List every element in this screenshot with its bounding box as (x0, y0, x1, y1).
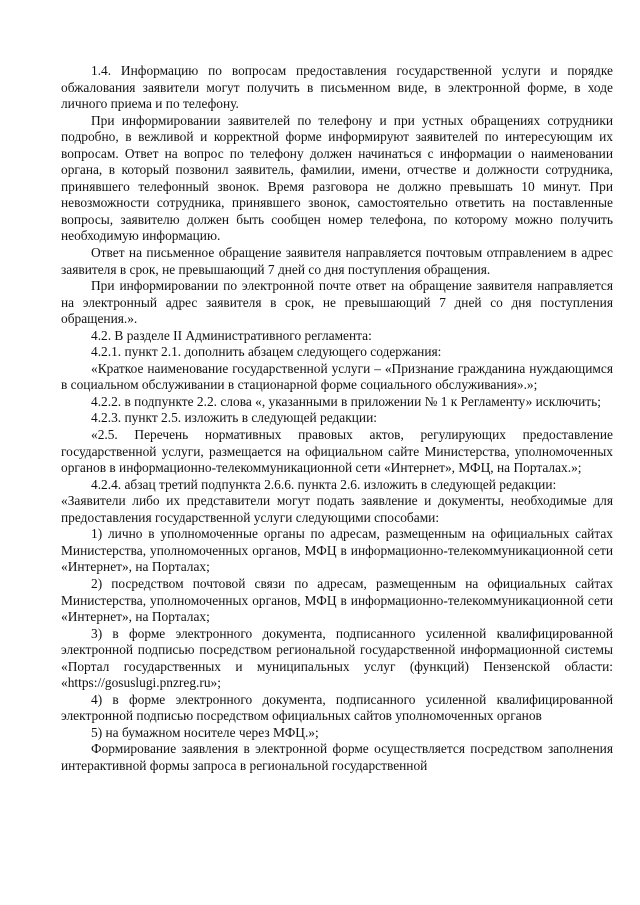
paragraph-email-reply: При информировании по электронной почте ответ на обращение заявителя направляется на электронный адрес заявителя в срок, не превышающий 7 дней со дня поступления обращения.». (61, 278, 613, 327)
paragraph-4-2-3: 4.2.3. пункт 2.5. изложить в следующей редакции: (91, 410, 377, 426)
list-item-3: 3) в форме электронного документа, подписанного усиленной квалифицированной электронной подписью посредством региональной государственной информационной системы «Портал государственных и муниципальных услуг (функций) Пензенской области: «https://gosuslugi.pnzreg.ru»; (61, 625, 613, 691)
paragraph-written-reply: Ответ на письменное обращение заявителя направляется почтовым отправлением в адрес заявителя в срок, не превышающий 7 дней со дня поступления обращения. (61, 245, 613, 277)
list-item-1: 1) лично в уполномоченные органы по адресам, размещенным на официальных сайтах Министерства, уполномоченных органов, МФЦ в информационно-телекоммуникационной сети «Интернет», на Порталах; (61, 526, 613, 575)
list-item-4: 4) в форме электронного документа, подписанного усиленной квалифицированной электронной подписью посредством официальных сайтов уполномоченных органов (61, 691, 613, 724)
paragraph-4-2-4: 4.2.4. абзац третий подпункта 2.6.6. пункта 2.6. изложить в следующей редакции: (91, 476, 557, 492)
paragraph-submission-methods: «Заявители либо их представители могут подать заявление и документы, необходимые для предоставления государственной услуги следующими способами: (61, 493, 613, 525)
paragraph-short-name: «Краткое наименование государственной услуги – «Признание гражданина нуждающимся в социальном обслуживании в стационарной форме социального обслуживания».»; (61, 360, 613, 393)
paragraph-2-5: «2.5. Перечень нормативных правовых актов, регулирующих предоставление государственной услуги, размещается на официальном сайте Министерства, уполномоченных органов в информационно-телекоммуникационной сети «Интернет», МФЦ, на Порталах.»; (61, 427, 613, 476)
list-item-2: 2) посредством почтовой связи по адресам, размещенным на официальных сайтах Министерства, уполномоченных органов, МФЦ в информационно-телекоммуникационной сети «Интернет», на Порталах; (61, 575, 613, 625)
paragraph-electronic-form: Формирование заявления в электронной форме осуществляется посредством заполнения интерактивной формы запроса в региональной государственной (61, 741, 613, 773)
paragraph-1-4: 1.4. Информацию по вопросам предоставления государственной услуги и порядке обжалования заявители могут получить в письменном виде, в электронной форме, в ходе личного приема и по телефону. (61, 63, 613, 112)
paragraph-phone-info: При информировании заявителей по телефону и при устных обращениях сотрудники подробно, в вежливой и корректной форме информируют заявителей по интересующим их вопросам. Ответ на вопрос по телефону должен начинаться с информации о наименовании органа, в который позвонил заявитель, фамилии, имени, отчестве и должности сотрудника, принявшего телефонный звонок. Время разговора не должно превышать 10 минут. При невозможности сотрудника, принявшего звонок, самостоятельно ответить на поставленные вопросы, заявителю должен быть сообщен номер телефона, по которому можно получить необходимую информацию. (61, 112, 613, 244)
paragraph-4-2-2: 4.2.2. в подпункте 2.2. слова «, указанными в приложении № 1 к Регламенту» исключить; (91, 393, 601, 409)
list-item-5: 5) на бумажном носителе через МФЦ.»; (91, 724, 319, 740)
paragraph-4-2-1: 4.2.1. пункт 2.1. дополнить абзацем следующего содержания: (91, 344, 442, 360)
paragraph-4-2: 4.2. В разделе II Административного регламента: (91, 327, 372, 343)
